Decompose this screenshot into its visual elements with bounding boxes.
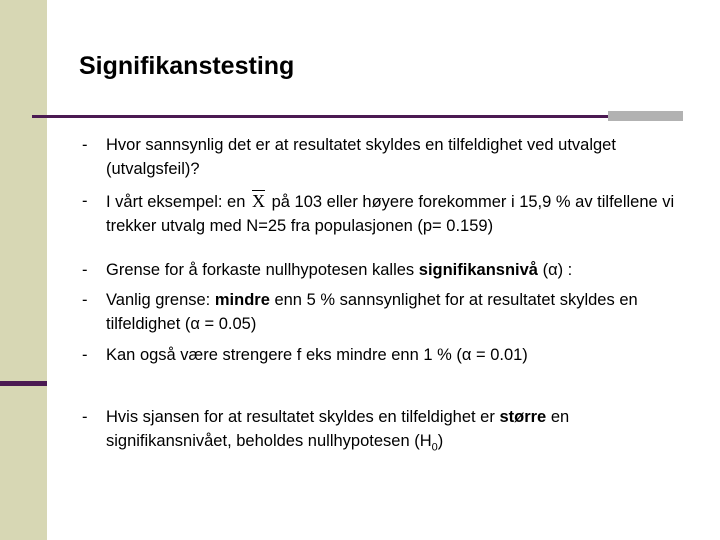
- bullet-text-after: (α) :: [537, 261, 573, 279]
- bullet-text-bold: mindre: [214, 291, 270, 309]
- bullet-text-before: Hvis sjansen for at resultatet skyldes en tilfeldighet er: [106, 408, 495, 426]
- bullet-text-before: Vanlig grense:: [106, 291, 211, 309]
- side-band: [0, 0, 47, 540]
- bullet-dash: -: [82, 291, 88, 309]
- bullet-text-after: enn 5 % sannsynlighet for at resultatet skyldes en tilfeldighet (α = 0.05): [106, 291, 638, 333]
- x-bar-symbol: $\overline{X}$: [252, 191, 265, 211]
- bullet-text: [106, 258, 682, 282]
- bullet-dash: -: [82, 261, 88, 279]
- bullet-dash: -: [82, 346, 88, 364]
- side-band-accent: [0, 381, 47, 386]
- bullet-text: Hvor sannsynlig det er at resultatet skyldes en tilfeldighet ved utvalget (utvalgsfeil)?: [106, 136, 616, 178]
- bullet-keep-null-hypothesis: [82, 405, 682, 453]
- bullet-text-before: I vårt eksempel: en: [106, 193, 246, 211]
- slide-title: Signifikanstesting: [79, 52, 295, 80]
- subscript-zero: 0: [431, 441, 438, 454]
- title-rule-accent: [608, 111, 683, 121]
- title-rule: [32, 115, 608, 118]
- bullet-dash: -: [82, 136, 88, 154]
- bullet-text-bold: signifikansnivå: [418, 261, 538, 279]
- bullet-text-after: på 103 eller høyere forekommer i 15,9 % av tilfellene vi trekker utvalg med N=25 fra populasjonen (p= 0.159): [106, 193, 675, 235]
- bullet-text: [106, 288, 682, 336]
- bullet-example: [82, 189, 682, 238]
- bullet-sampling-error: [82, 133, 682, 181]
- bullet-text: Kan også være strengere f eks mindre enn 1 % (α = 0.01): [106, 346, 528, 364]
- bullet-text-bold: større: [499, 408, 547, 426]
- bullet-text-close: ): [437, 432, 444, 450]
- bullet-text: [106, 405, 682, 453]
- bullet-stricter-threshold: [82, 343, 682, 367]
- bullet-text: [106, 189, 682, 238]
- bullet-dash: -: [82, 192, 88, 210]
- bullet-significance-level: [82, 258, 682, 282]
- bullet-dash: -: [82, 408, 88, 426]
- bullet-common-threshold: [82, 288, 682, 336]
- bullet-text-after: en signifikansnivået, beholdes nullhypotesen (H: [106, 408, 570, 450]
- bullet-text-before: Grense for å forkaste nullhypotesen kalles: [106, 261, 415, 279]
